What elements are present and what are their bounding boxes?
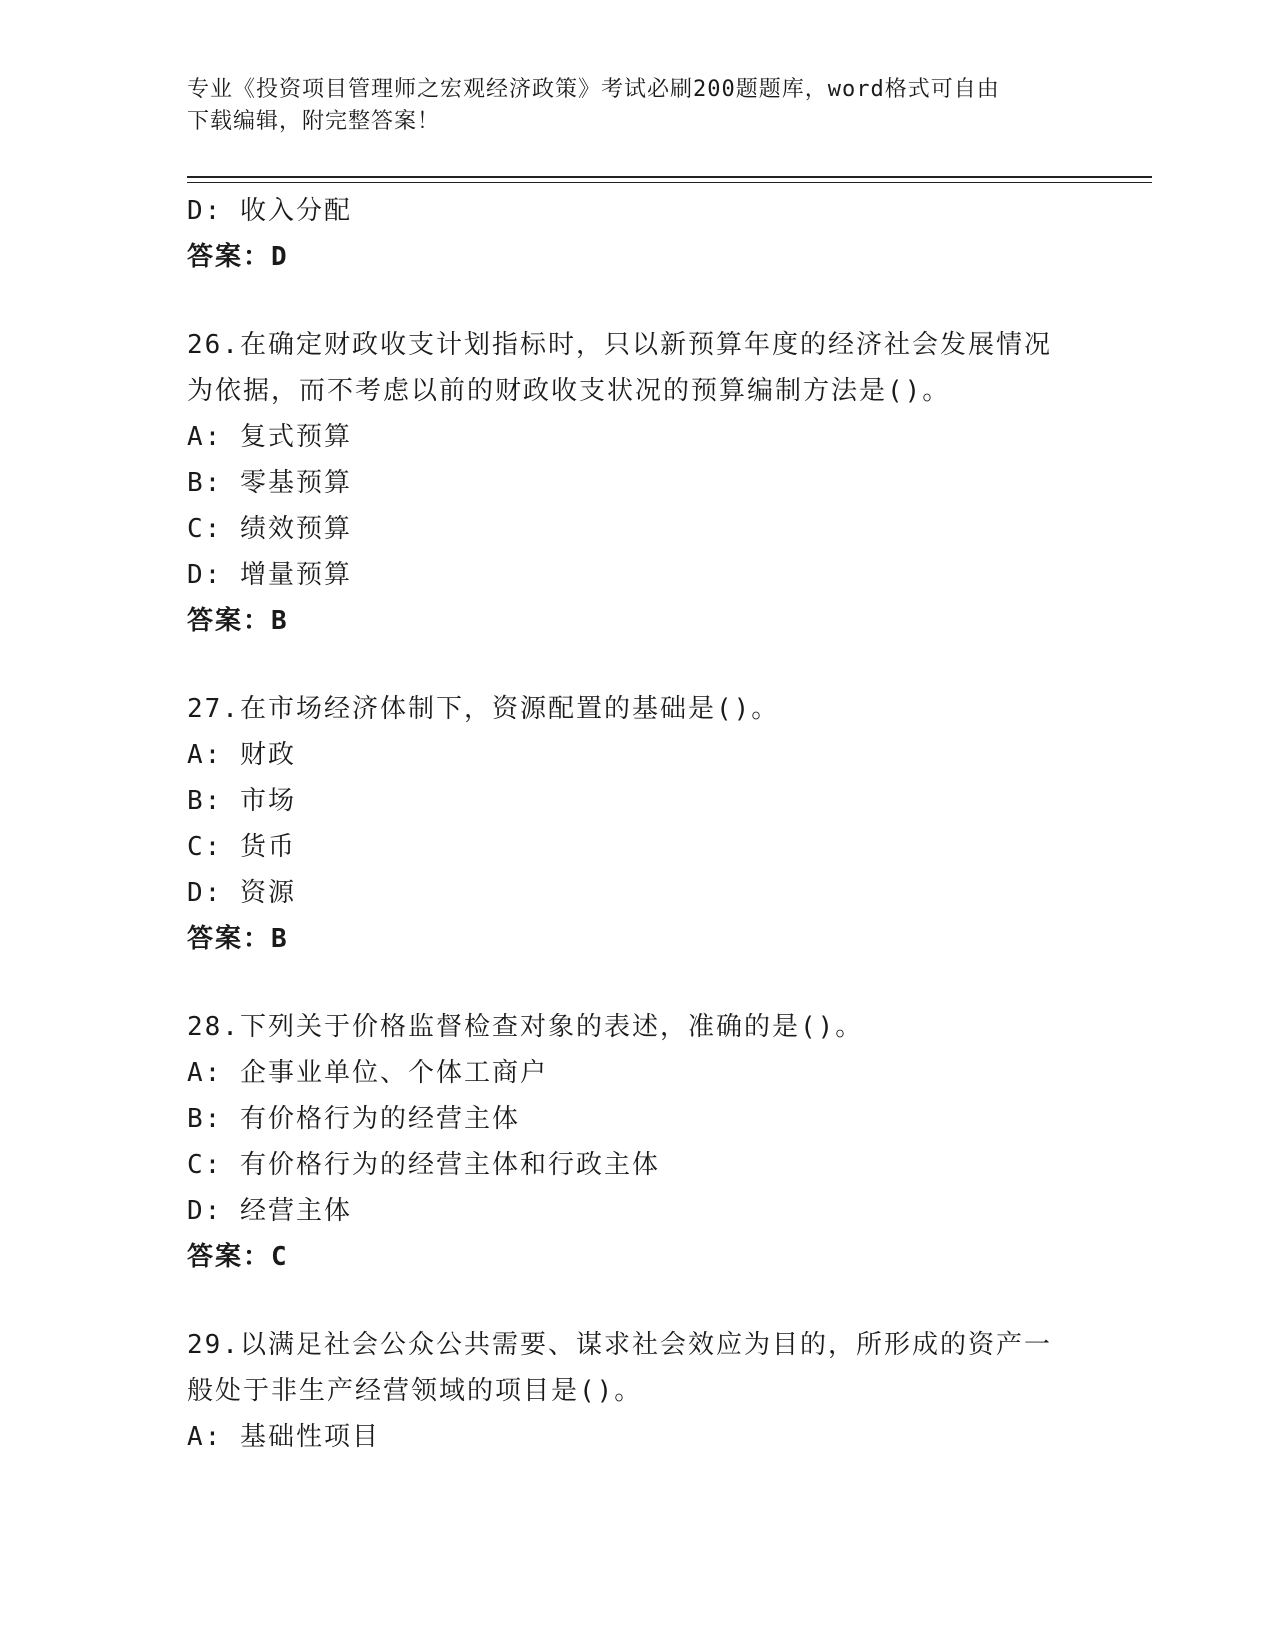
spacer	[187, 644, 1087, 686]
question-text-line: 28.下列关于价格监督检查对象的表述，准确的是()。	[187, 1012, 864, 1042]
header-line-1: 专业《投资项目管理师之宏观经济政策》考试必刷200题题库，word格式可自由	[187, 77, 1000, 102]
question-25-tail	[187, 188, 1087, 280]
option-b: B: 零基预算	[187, 468, 352, 498]
header-rule-thin	[187, 182, 1152, 183]
option-b: B: 有价格行为的经营主体	[187, 1104, 520, 1134]
answer-line: 答案：B	[187, 924, 289, 954]
answer-line: 答案：C	[187, 1242, 289, 1272]
option-c: C: 有价格行为的经营主体和行政主体	[187, 1150, 660, 1180]
question-text-line: 27.在市场经济体制下，资源配置的基础是()。	[187, 694, 780, 724]
option-d: D: 增量预算	[187, 560, 352, 590]
option-c: C: 货币	[187, 832, 296, 862]
question-text-line: 般处于非生产经营领域的项目是()。	[187, 1376, 643, 1406]
question-29	[187, 1322, 1087, 1460]
spacer	[187, 1280, 1087, 1322]
spacer	[187, 280, 1087, 322]
option-c: C: 绩效预算	[187, 514, 352, 544]
option-d: D: 经营主体	[187, 1196, 352, 1226]
spacer	[187, 962, 1087, 1004]
question-text-line: 26.在确定财政收支计划指标时，只以新预算年度的经济社会发展情况	[187, 330, 1052, 360]
question-27	[187, 686, 1087, 962]
option-a: A: 复式预算	[187, 422, 352, 452]
option-a: A: 基础性项目	[187, 1422, 380, 1452]
answer-line: 答案：B	[187, 606, 289, 636]
option-d: D: 资源	[187, 878, 296, 908]
option-a: A: 企事业单位、个体工商户	[187, 1058, 548, 1088]
question-text-line: 29.以满足社会公众公共需要、谋求社会效应为目的，所形成的资产一	[187, 1330, 1052, 1360]
option-b: B: 市场	[187, 786, 296, 816]
option-d: D: 收入分配	[187, 196, 352, 226]
document-header	[187, 74, 1067, 138]
header-rule-thick	[187, 176, 1152, 178]
question-28	[187, 1004, 1087, 1280]
question-text-line: 为依据，而不考虑以前的财政收支状况的预算编制方法是()。	[187, 376, 951, 406]
option-a: A: 财政	[187, 740, 296, 770]
question-list	[187, 188, 1087, 1460]
header-line-2: 下载编辑，附完整答案！	[187, 109, 441, 134]
answer-line: 答案：D	[187, 242, 289, 272]
question-26	[187, 322, 1087, 644]
